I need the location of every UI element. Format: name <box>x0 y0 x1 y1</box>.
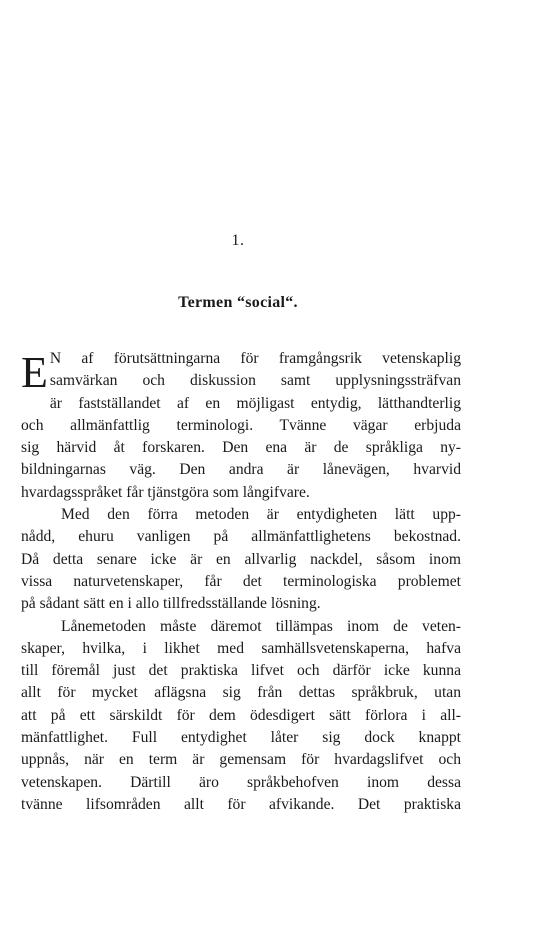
paragraph-1 <box>21 348 461 504</box>
text-line: vetenskapen. Därtill äro språkbehofven inom dessa <box>21 773 461 791</box>
text-line: vissa naturvetenskaper, får det terminologiska problemet <box>21 572 461 590</box>
text-line: bildningarnas väg. Den andra är lånevägen, hvarvid <box>21 461 461 479</box>
text-line: sig härvid åt forskaren. Den ena är de språkliga ny- <box>21 439 461 457</box>
chapter-title: Termen “social“. <box>178 294 298 311</box>
paragraph-3 <box>21 616 461 817</box>
text-line: mänfattlighet. Full entydighet låter sig dock knappt <box>21 729 461 747</box>
text-line: Med den förra metoden är entydigheten lätt upp- <box>61 506 461 524</box>
body-text <box>21 348 461 816</box>
text-line: att på ett särskildt för dem ödesdigert sätt förlora i all- <box>21 706 461 724</box>
text-line: allt för mycket aflägsna sig från dettas språkbruk, utan <box>21 684 461 702</box>
text-line: skaper, hvilka, i likhet med samhällsvetenskaperna, hafva <box>21 639 461 657</box>
text-line: är fastställandet af en möjligast entydig, lätthandterlig <box>49 394 461 412</box>
chapter-number: 1. <box>231 232 245 249</box>
text-line: nådd, ehuru vanligen på allmänfattlighetens bekostnad. <box>21 528 461 546</box>
text-line: uppnås, när en term är gemensam för hvardagslifvet och <box>21 751 461 769</box>
drop-cap: E <box>21 348 48 397</box>
text-line: N af förutsättningarna för framgångsrik vetenskaplig <box>49 350 461 367</box>
text-line: på sådant sätt en i allo tillfredsställande lösning. <box>21 595 321 613</box>
text-line: samvärkan och diskussion samt upplysningssträfvan <box>49 372 461 390</box>
text-line: hvardagsspråket får tjänstgöra som långifvare. <box>21 483 310 501</box>
text-line: till föremål just det praktiska lifvet och därför icke kunna <box>21 662 461 680</box>
text-line: tvänne lifsområden allt för afvikande. Det praktiska <box>21 795 461 813</box>
text-line: och allmänfattlig terminologi. Tvänne vägar erbjuda <box>21 416 461 434</box>
text-line: Då detta senare icke är en allvarlig nackdel, såsom inom <box>21 550 461 568</box>
paragraph-2 <box>21 504 461 615</box>
text-line: Lånemetoden måste däremot tillämpas inom de veten- <box>61 617 461 635</box>
